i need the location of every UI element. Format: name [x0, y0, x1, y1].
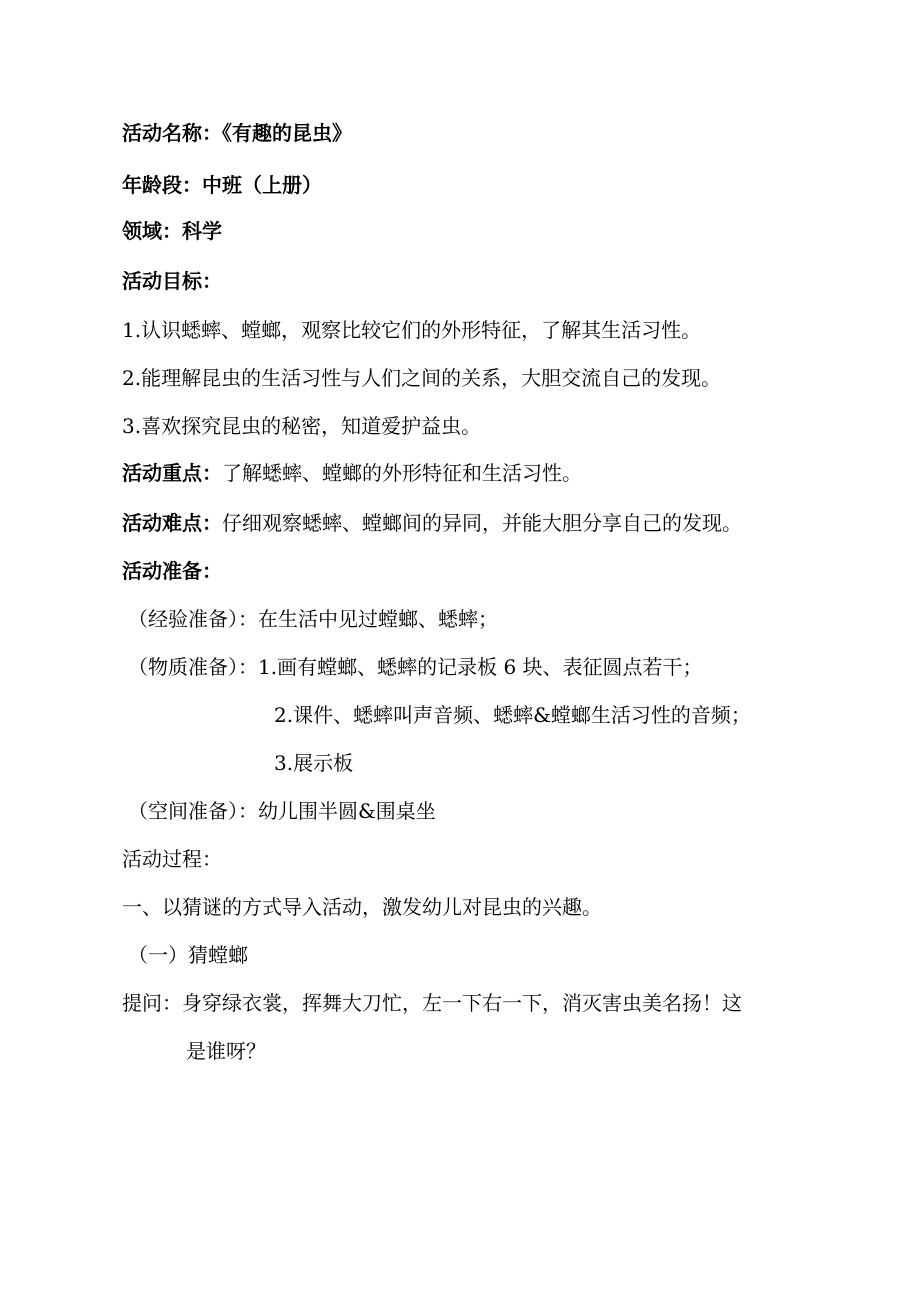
domain-line: [122, 217, 222, 245]
key-point-line: [122, 459, 582, 487]
age-line: [122, 171, 322, 199]
prep-experience: （经验准备）：在生活中见过螳螂、蟋蟀；: [128, 607, 498, 631]
age-label: 年龄段：: [122, 173, 202, 197]
process-heading: 活动过程：: [122, 847, 222, 871]
activity-name-label: 活动名称：: [122, 121, 222, 145]
prep-space: （空间准备）：幼儿围半圆&围桌坐: [128, 799, 436, 823]
activity-name-line: [122, 119, 352, 147]
question-line-2: 是谁呀？: [186, 1039, 266, 1063]
difficulty-label: 活动难点：: [122, 511, 222, 535]
goal-item-2: 2.能理解昆虫的生活习性与人们之间的关系，大胆交流自己的发现。: [122, 366, 722, 390]
key-point-label: 活动重点：: [122, 461, 222, 485]
difficulty-line: [122, 509, 742, 537]
prep-material-3: 3.展示板: [274, 751, 354, 775]
goal-item-3: 3.喜欢探究昆虫的秘密，知道爱护益虫。: [122, 414, 482, 438]
question-line-1: 提问：身穿绿衣裳，挥舞大刀忙，左一下右一下，消灭害虫美名扬！这: [122, 991, 742, 1015]
process-step-1-sub: （一）猜螳螂: [128, 943, 248, 967]
goals-heading: 活动目标：: [122, 269, 222, 293]
activity-name-value: 《有趣的昆虫》: [222, 121, 352, 145]
prep-material-1: （物质准备）：1.画有螳螂、蟋蟀的记录板 6 块、表征圆点若干；: [128, 655, 703, 679]
domain-value: 科学: [182, 219, 222, 243]
prep-heading: 活动准备：: [122, 559, 222, 583]
key-point-value: 了解蟋蟀、螳螂的外形特征和生活习性。: [222, 461, 582, 485]
domain-label: 领域：: [122, 219, 182, 243]
prep-material-2: 2.课件、蟋蟀叫声音频、蟋蟀&螳螂生活习性的音频；: [274, 703, 751, 727]
difficulty-value: 仔细观察蟋蟀、螳螂间的异同，并能大胆分享自己的发现。: [222, 511, 742, 535]
goal-item-1: 1.认识蟋蟀、螳螂，观察比较它们的外形特征，了解其生活习性。: [122, 318, 702, 342]
process-step-1: 一、以猜谜的方式导入活动，激发幼儿对昆虫的兴趣。: [122, 895, 602, 919]
age-value: 中班（上册）: [202, 173, 322, 197]
